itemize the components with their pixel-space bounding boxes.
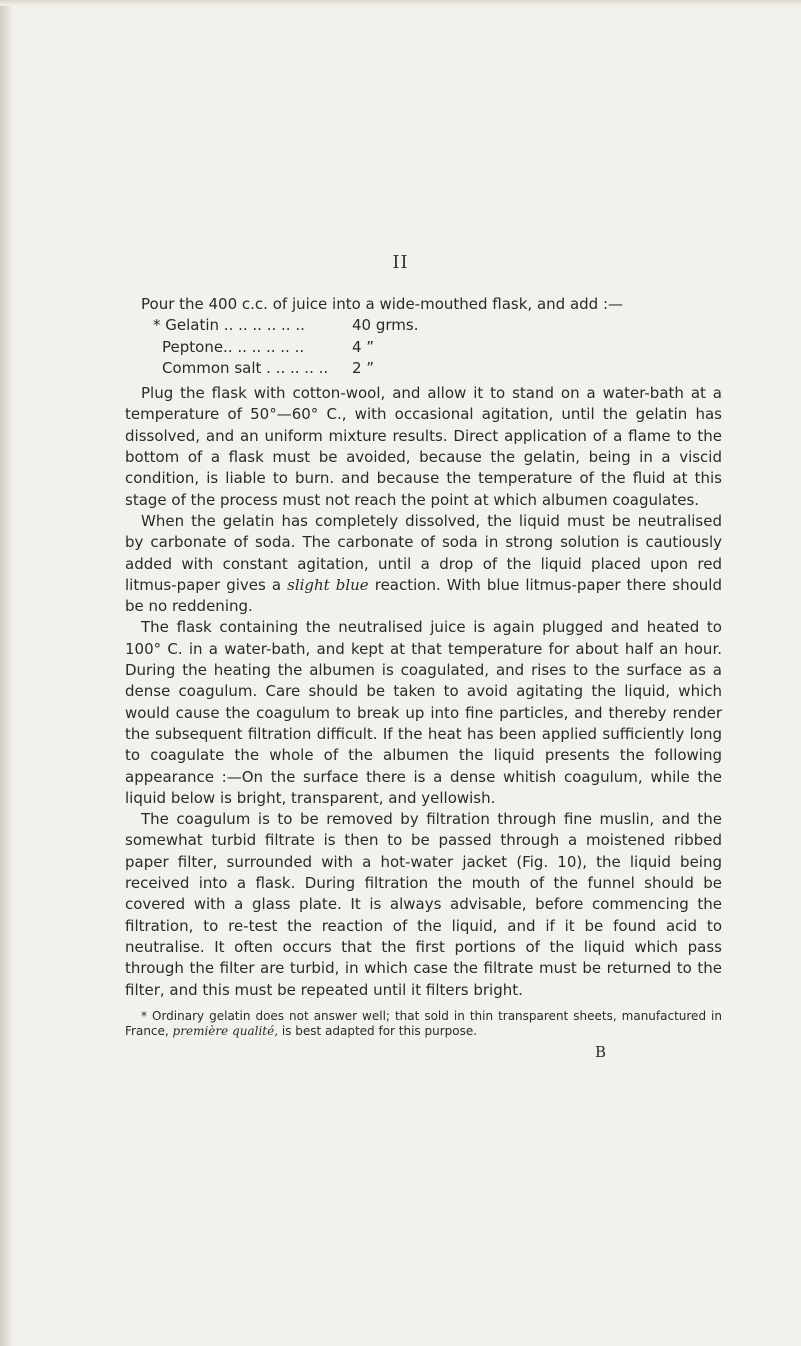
paragraph-neutralise: [125, 511, 722, 617]
ingredient-name: * Gelatin .. .. .. .. .. ..: [153, 316, 305, 335]
paragraph-coagulation: The flask containing the neutralised juice is again plugged and heated to 100° C. in a water-bath, and kept at that temperature for about half an hour. During the heating the albumen is coagulated, and rises to the surface as a dense coagulum. Care should be taken to avoid agitating the liquid, which would cause the coagulum to break up into fine particles, and thereby render the subsequent filtration difficult. If the heat has been applied sufficiently long to coagulate the whole of the albumen the liquid presents the following appearance :—On the surface there is a dense whitish coagulum, while the liquid below is bright, transparent, and yellowish.: [125, 618, 722, 807]
paragraph-neutralise-italic: slight blue: [287, 575, 369, 594]
ingredient-quantity: 4 ”: [352, 337, 375, 356]
ingredient-row: [153, 358, 418, 379]
paragraph-neutralise-text-b: reaction. With blue litmus-paper there should be no reddening.: [125, 575, 722, 616]
ingredient-row: [153, 315, 418, 336]
page-number: II: [392, 252, 409, 273]
footnote-text-a: * Ordinary gelatin does not answer well; that sold in thin transparent sheets, manufactured in France,: [125, 1008, 722, 1038]
page-top-shadow: [0, 0, 801, 6]
paragraph-heating: Plug the flask with cotton-wool, and allow it to stand on a water-bath at a temperature of 50°—60° C., with occasional agitation, until the gelatin has dissolved, and an uniform mixture results. Direct application of a flame to the bottom of a flask must be avoided, because the gelatin, being in a viscid condition, is liable to burn. and because the temperature of the fluid at this stage of the process must not reach the point at which albumen coagulates.: [125, 384, 722, 509]
page-body: [125, 280, 722, 1063]
footnote: [125, 1009, 722, 1039]
page-edge-shadow: [0, 0, 14, 1346]
ingredient-name: Common salt . .. .. .. ..: [162, 358, 329, 377]
footnote-text-b: is best adapted for this purpose.: [281, 1023, 478, 1038]
ingredient-row: [153, 337, 418, 358]
ingredient-name: Peptone.. .. .. .. .. ..: [162, 337, 305, 356]
ingredient-quantity: 40 grms.: [352, 316, 419, 335]
ingredient-quantity: 2 ”: [352, 358, 375, 377]
intro-paragraph: Pour the 400 c.c. of juice into a wide-mouthed flask, and add :—: [141, 295, 624, 313]
footnote-italic: première qualité,: [172, 1023, 279, 1038]
signature-mark: B: [594, 1042, 606, 1061]
ingredients-list: [153, 315, 418, 379]
paragraph-filtration: The coagulum is to be removed by filtration through fine muslin, and the somewhat turbid filtrate is then to be passed through a moistened ribbed paper filter, surrounded with a hot-water jacket (Fig. 10), the liquid being received into a flask. During filtration the mouth of the funnel should be covered with a glass plate. It is always advisable, before commencing the filtration, to re-test the reaction of the liquid, and if it be found acid to neutralise. It often occurs that the first portions of the liquid which pass through the filter are turbid, in which case the filtrate must be returned to the filter, and this must be repeated until it filters bright.: [125, 810, 722, 999]
paragraph-neutralise-text-a: When the gelatin has completely dissolved, the liquid must be neutralised by carbonate of soda. The carbonate of soda in strong solution is cautiously added with constant agitation, until a drop of the liquid placed upon red litmus-paper gives a: [125, 511, 722, 594]
